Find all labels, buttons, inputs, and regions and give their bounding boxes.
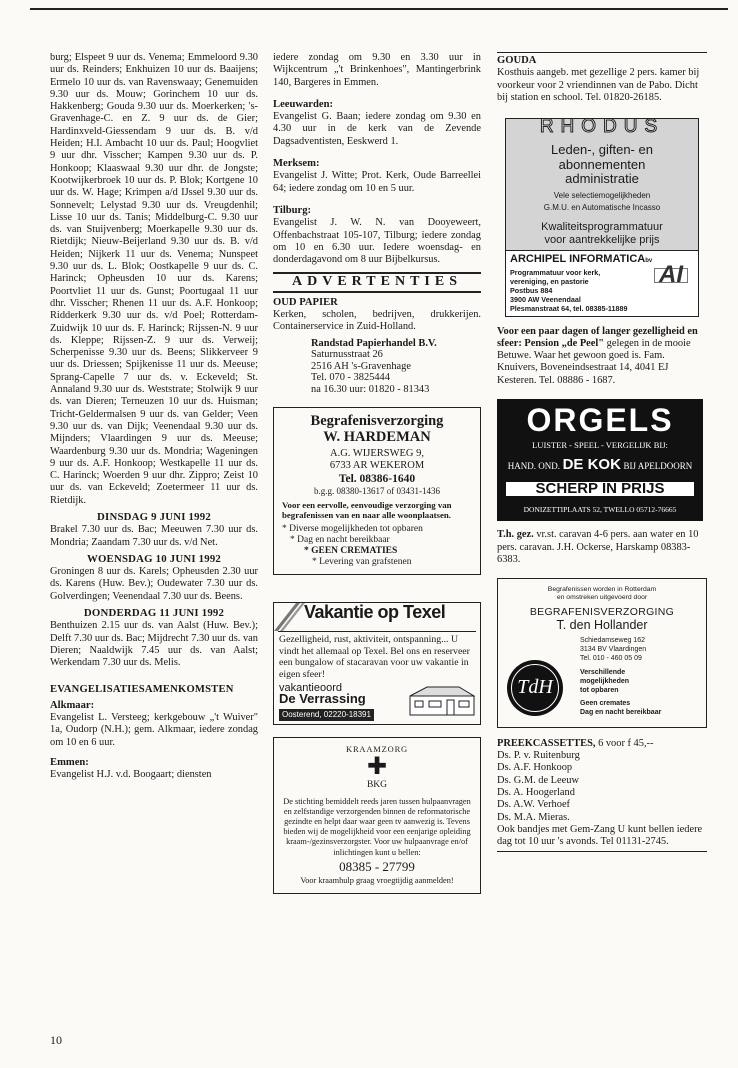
bkg-phone: 08385 - 27799 [339, 858, 415, 874]
column-middle [273, 52, 481, 894]
hardeman-title1: Begrafenisverzorging [310, 413, 444, 430]
preek-tail: Ook bandjes met Gem-Zang U kunt bellen iedere dag tot 10 uur 's avonds. Tel 01131-2745. [497, 823, 703, 848]
archipel-line: vereniging, en pastorie [510, 276, 589, 286]
bkg-name: BKG [366, 780, 388, 791]
archipel-line: Postbus 884 [510, 285, 553, 295]
day-heading-tuesday: DINSDAG 9 JUNI 1992 [97, 510, 211, 523]
ad-den-hollander [497, 578, 707, 728]
hollander-bold: mogelijkheden [580, 677, 630, 685]
rhodus-kwal1: Kwaliteitsprogrammatuur [541, 221, 663, 234]
oud-papier-text: Kerken, scholen, bedrijven, drukkerijen. Containerservice in Zuid-Holland. [273, 309, 481, 333]
hardeman-bgg: b.g.g. 08380-13617 of 03431-1436 [314, 486, 440, 497]
leeuwarden-text: Evangelist G. Baan; iedere zondag om 9.30 en 4.30 uur in de kerk van de Zevende Dagsadventisten, Eeskwerd 1. [273, 111, 481, 147]
bkg-footer: Voor kraamhulp graag vroegtijdig aanmelden! [300, 876, 454, 886]
hardeman-item: * Diverse mogelijkheden tot opbaren [282, 524, 423, 535]
orgels-title: ORGELS [526, 402, 674, 439]
caravan-bold: T.h. gez. [497, 529, 534, 541]
merksem-heading: Merksem: [273, 158, 320, 170]
emmen-text: Evangelist H.J. v.d. Boogaart; diensten [50, 769, 212, 781]
bkg-kraamzorg-label: KRAAMZORG [346, 743, 408, 754]
hollander-addr: Schiedamseweg 162 [580, 636, 645, 644]
column-right [497, 52, 707, 852]
hollander-addr: Tel. 010 - 460 05 09 [580, 654, 642, 662]
randstad-street: Saturnusstraat 26 [311, 349, 383, 361]
ad-rhodus-archipel [505, 118, 699, 316]
rhodus-title: RHODUS [539, 116, 665, 138]
advertenties-title: ADVERTENTIES [273, 272, 481, 292]
rhodus-line2: abonnementen [558, 156, 646, 172]
cross-icon: ✚ [366, 754, 388, 781]
bungalow-drawing [409, 686, 475, 716]
emmen-heading: Emmen: [50, 757, 89, 769]
ad-vakantie-texel [273, 602, 481, 725]
preek-item: Ds. A.F. Honkoop [497, 762, 573, 774]
preek-heading-line [497, 738, 707, 750]
ad-orgels [497, 399, 703, 521]
day-text-tuesday: Brakel 7.30 uur ds. Bac; Meeuwen 7.30 uur ds. Mondria; Zaandam 7.30 uur ds. v/d Net. [50, 524, 258, 548]
hollander-addr: 3134 BV Vlaardingen [580, 645, 647, 653]
evangelisatie-heading: EVANGELISATIESAMENKOMSTEN [50, 683, 234, 695]
randstad-evening: na 16.30 uur: 01820 - 81343 [311, 383, 430, 395]
archipel-logo-icon: AI [654, 268, 688, 282]
orgels-dekok: DE KOK [562, 456, 621, 474]
emmen-continued: iedere zondag om 9.30 en 3.30 uur in Wijkcentrum „'t Brinkenhoes", Mantingerbrink 140, Bargeres in Emmen. [273, 52, 481, 88]
preek-item: Ds. P. v. Ruitenburg [497, 750, 580, 762]
preek-heading: PREEKCASSETTES, [497, 737, 596, 749]
orgels-hand-suffix: BIJ APELDOORN [623, 461, 693, 472]
ad-kraamzorg-bkg [273, 737, 481, 894]
hardeman-tagline: Voor een eervolle, eenvoudige verzorging van begrafenissen van en naar alle woonplaatsen. [282, 500, 452, 521]
bkg-body: De stichting bemiddelt reeds jaren tussen hulpaanvragen en zelfstandige verzorgenden binnen de reformatorische gezindte en helpt daar waar geen tv aanwezig is. Tevens bieden wij de mogelijkheid voor een eenjarige opleiding kraam-/gezinsverzorgster. Voor uw hulpaanvrage en/of inlichtingen kunt u bellen: [283, 796, 471, 857]
day-text-wednesday: Groningen 8 uur ds. Karels; Opheusden 2.30 uur ds. Karens (Huw. Bev.); Oudewater 7.30 uur ds. Golverdingen; Veenendaal 7.30 uur ds. Beens. [50, 566, 258, 602]
hollander-logo-icon [507, 660, 563, 716]
gouda-heading: GOUDA [497, 55, 537, 66]
texel-title: Vakantie op Texel [304, 603, 446, 623]
day-heading-wednesday: WOENSDAG 10 JUNI 1992 [86, 552, 222, 565]
hollander-bold: Dag en nacht bereikbaar [580, 708, 662, 716]
archipel-title-text: ARCHIPEL INFORMATICA [510, 253, 646, 266]
alkmaar-heading: Alkmaar: [50, 699, 95, 711]
hollander-logo-text: TdH [511, 664, 559, 712]
preek-price: 6 voor f 45,-- [595, 737, 654, 749]
orgels-sub: LUISTER - SPEEL - VERGELIJK BIJ: [532, 440, 668, 451]
top-rule [30, 8, 728, 10]
texel-park-name: De Verrassing [279, 690, 366, 706]
archipel-suffix: bv [645, 258, 653, 265]
tilburg-text: Evangelist J. W. N. van Dooyeweert, Offenbachstraat 105-107, Tilburg; iedere zondag om 10 en 6.30 uur. Iedere woensdag- en donderdagavond om 8 uur Bijbelkursus. [273, 217, 481, 266]
hardeman-addr1: A.G. WIJERSWEG 9, [329, 448, 424, 460]
hardeman-tel: Tel. 08386-1640 [338, 472, 416, 485]
pension-de-peel-ad [497, 326, 707, 387]
hardeman-addr2: 6733 AR WEKEROM [329, 460, 425, 472]
hollander-top2: en omstreken uitgevoerd door [556, 594, 648, 602]
preek-item: Ds. A.W. Verhoef [497, 799, 571, 811]
preek-item: Ds. M.A. Mieras. [497, 811, 570, 823]
alkmaar-text: Evangelist L. Versteeg; kerkgebouw „'t Wuiver" 1a, Oudorp (N.H.); gem. Alkmaar, iedere zondag om 10 en 6 uur. [50, 712, 258, 748]
hardeman-item: * Dag en nacht bereikbaar [290, 535, 390, 546]
rhodus-small1: Vele selectiemogelijkheden [553, 190, 651, 200]
column-left [50, 52, 258, 782]
texel-park-prefix: vakantieoord [279, 681, 342, 694]
archipel-line: Plesmanstraat 64, tel. 08385-11889 [510, 303, 628, 313]
caravan-ad [497, 529, 707, 566]
hollander-title1: BEGRAFENISVERZORGING [529, 606, 675, 619]
preek-item: Ds. G.M. de Leeuw [497, 774, 579, 786]
church-schedule-text: burg; Elspeet 9 uur ds. Venema; Emmeloord 9.30 uur ds. Reinders; Enkhuizen 10 uur ds. Baaijens; Ermelo 10 uur ds. van Ravenswaay; Genemuiden 9.30 uur ds. Mouw; Gorinchem 10 uur ds. Hakkenberg; Gouda 9.30 uur ds. Moerkerken; 's-Gravenhage-C. en Z. 9 uur ds. de Gier; Hardinxveld-Giessendam 9 uur ds. B. v/d Heiden; H.I. Ambacht 10 uur ds. Paul; Hoogvliet 9 uur dhr. Visscher; Kampen 9.30 uur ds. P. Honkoop; Klaaswaal 9.30 uur dhr. de Jongste; Kootwijkerbroek 10 uur ds. P. Blok; Kortgene 10 uur ds. W. Hage; Krimpen a/d IJssel 9.30 uur ds. Sonnevelt; Lelystad 9.30 uur ds. Vreugdenhil; Lisse 10 uur ds. Tanis; Middelburg-C. 9.30 uur ds. van Stuijvenberg; Moerkapelle 9.30 uur ds. Rietdijk; Nieuw-Beijerland 9.30 uur ds. B. v/d Heiden; Nijkerk 11 uur ds. Venema; Nunspeet 9.30 uur ds. L. Blok; Oostkapelle 9 uur ds. C. Harinck; Opheusden 10 uur ds. Karens; Poortvliet 11 uur ds. Gunst; Poortugaal 11 uur dhr. Visscher; Rhenen 11 uur ds. A.F. Honkoop; Ridderkerk 9.30 uur ds. v/d Poel; Rotterdam-Zuidwijk 10 uur ds. F. Harinck; Rijssen-N. 9 uur ds. Kleppe; Rijssen-Z. 9 uur ds. Verweij; Scherpenisse 9.30 uur ds. Beens; Slikkerveer 9 uur ds. Driessen; Spijkenisse 11 uur ds. Meeuse; Sprang-Capelle 7 uur ds. v. Eckeveld; St. Annaland 9.30 uur ds. Weststrate; Stolwijk 9 uur ds. van Dieren; Terneuzen 10 uur ds. Huisman; Tricht-Geldermalsen 9 uur ds. van Gelder; Veen 9.30 uur ds. van Dijk; Veenendaal 9.30 uur ds. Mijnders; Vlaardingen 9 uur ds. Meeuse; Waardenburg 9.30 uur ds. Mondria; Wageningen 9 uur ds. A.F. Honkoop; Westkapelle 11 uur ds. C. Harinck; Woerden 9 uur dhr. Zippro; Zeist 10 uur ds. van Eckeveld; Zoetermeer 11 uur ds. Rietdijk. [50, 52, 258, 506]
rhodus-kwal2: voor aantrekkelijke prijs [544, 234, 660, 247]
rhodus-small2: G.M.U. en Automatische Incasso [543, 202, 661, 212]
ad-hardeman [273, 407, 481, 575]
archipel-line: Programmatuur voor kerk, [510, 267, 601, 277]
archipel-line: 3900 AW Veenendaal [510, 294, 581, 304]
peel-bold: Voor een paar dagen of langer gezelligheid en sfeer: Pension „de Peel" [497, 325, 698, 349]
hollander-bold: Geen cremates [580, 699, 631, 707]
leeuwarden-heading: Leeuwarden: [273, 98, 334, 110]
hardeman-item: * Levering van grafstenen [312, 557, 412, 568]
oud-papier-heading: OUD PAPIER [273, 296, 338, 308]
orgels-address: DONIZETTIPLAATS 52, TWELLO 05712-76665 [523, 504, 677, 514]
caravan-text: vr.st. caravan 4-6 pers. aan water en 10 pers. caravan. J.H. Ockerse, Harskamp 08383-6383. [497, 529, 699, 565]
texel-body: Gezelligheid, rust, aktiviteit, ontspanning... U vindt het allemaal op Texel. Bel ons en reserveer een bungalow of stacaravan voor uw vakantie in eigen sfeer! [279, 634, 470, 680]
gouda-text: Kosthuis aangeb. met gezellige 2 pers. kamer bij voorkeur voor 2 vriendinnen van de Pabo. Dicht bij station en school. Tel. 01820-26185. [497, 67, 700, 103]
rhodus-line3: administratie [565, 171, 639, 187]
randstad-name: Randstad Papierhandel B.V. [311, 337, 437, 349]
texel-park-address: Oosterend, 02220-18391 [279, 709, 374, 721]
orgels-scherp: SCHERP IN PRIJS [506, 482, 694, 496]
hardeman-item: * GEEN CREMATIES [304, 546, 398, 557]
merksem-text: Evangelist J. Witte; Prot. Kerk, Oude Barreellei 64; iedere zondag om 10 en 5 uur. [273, 170, 481, 194]
tilburg-heading: Tilburg: [273, 204, 312, 216]
preek-list [497, 750, 707, 824]
orgels-hand-prefix: HAND. OND. [507, 461, 560, 472]
hollander-title2: T. den Hollander [556, 618, 648, 633]
randstad-address [311, 338, 481, 396]
peel-text: gelegen in de mooie Betuwe. Waar het gewoon goed is. Fam. Knuivers, Boveneindsestraat 14, 4041 EJ Kesteren. Tel. 08886 - 1687. [497, 337, 691, 386]
preek-item: Ds. A. Hoogerland [497, 786, 575, 798]
hollander-top1: Begrafenissen worden in Rotterdam [547, 586, 657, 594]
randstad-city: 2516 AH 's-Gravenhage [311, 360, 411, 372]
rhodus-line1: Leden-, giften- en [551, 142, 653, 158]
hollander-bold: Verschillende [580, 668, 626, 676]
page-number: 10 [50, 1033, 62, 1047]
hardeman-title2: W. HARDEMAN [323, 429, 431, 446]
randstad-tel: Tel. 070 - 3825444 [311, 372, 390, 384]
hollander-bold: tot opbaren [580, 686, 619, 694]
day-text-thursday: Benthuizen 2.15 uur ds. van Aalst (Huw. Bev.); Delft 7.30 uur ds. Bac; Mijdrecht 7.30 uur ds. van Dieren; Naaldwijk 7.45 uur ds. van Aalst; Werkendam 7.30 uur ds. Melis. [50, 620, 258, 669]
day-heading-thursday: DONDERDAG 11 JUNI 1992 [83, 607, 225, 620]
